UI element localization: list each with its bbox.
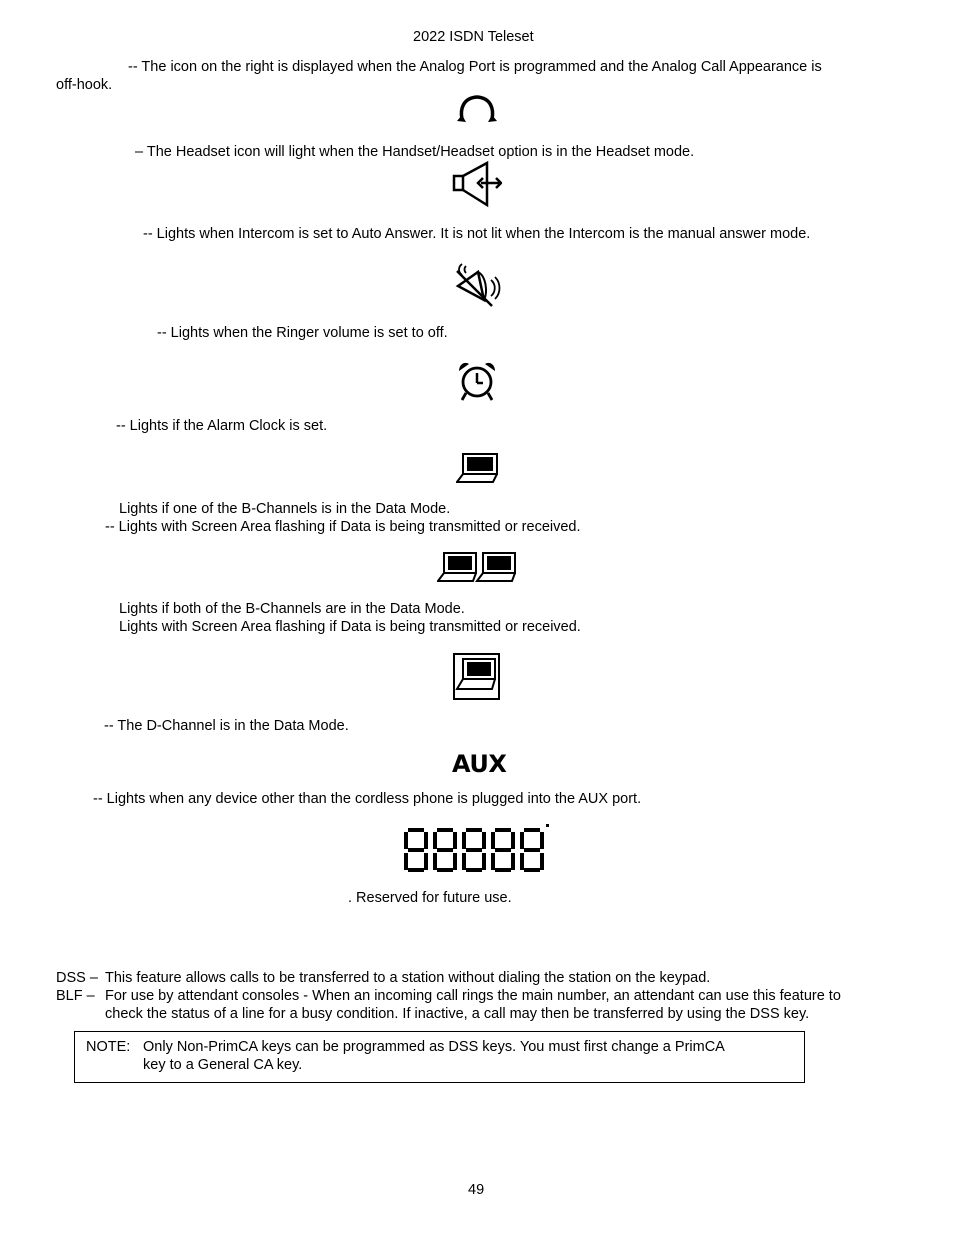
alarm-clock-icon	[456, 360, 498, 402]
blf-description: For use by attendant consoles - When an incoming call rings the main number, an attendant can use this feature to	[105, 988, 841, 1004]
seven-segment-display-icon	[402, 824, 552, 874]
aux-description: -- Lights when any device other than the cordless phone is plugged into the AUX port.	[93, 791, 642, 807]
two-b-channel-data-icon	[437, 551, 519, 583]
blf-label: BLF –	[56, 988, 95, 1004]
ringer-off-description: -- Lights when the Ringer volume is set to off.	[157, 325, 448, 341]
dss-description: This feature allows calls to be transferred to a station without dialing the station on the keypad.	[105, 970, 711, 986]
analog-port-description: -- The icon on the right is displayed when the Analog Port is programmed and the Analog Call Appearance is	[128, 59, 822, 75]
page-header-title: 2022 ISDN Teleset	[413, 29, 534, 45]
both-b-channel-flashing-description: Lights with Screen Area flashing if Data is being transmitted or received.	[119, 619, 581, 635]
blf-description-cont: check the status of a line for a busy condition. If inactive, a call may then be transferred by using the DSS key.	[105, 1006, 810, 1022]
aux-icon: AUX	[452, 750, 507, 778]
one-b-channel-flashing-description: -- Lights with Screen Area flashing if Data is being transmitted or received.	[105, 519, 581, 535]
note-text-cont: key to a General CA key.	[143, 1057, 303, 1073]
both-b-channel-description: Lights if both of the B-Channels are in the Data Mode.	[119, 601, 465, 617]
dss-label: DSS –	[56, 970, 98, 986]
headset-icon	[455, 93, 499, 127]
note-label: NOTE:	[86, 1039, 131, 1055]
analog-port-description-cont: off-hook.	[56, 77, 113, 93]
one-b-channel-description: Lights if one of the B-Channels is in the Data Mode.	[119, 501, 451, 517]
speaker-icon	[452, 160, 502, 210]
alarm-clock-description: -- Lights if the Alarm Clock is set.	[116, 418, 328, 434]
one-b-channel-data-icon	[456, 452, 500, 484]
d-channel-description: -- The D-Channel is in the Data Mode.	[104, 718, 349, 734]
reserved-description: . Reserved for future use.	[348, 890, 512, 906]
d-channel-data-icon	[453, 653, 501, 701]
intercom-auto-answer-icon	[452, 262, 502, 308]
headset-description: – The Headset icon will light when the Handset/Headset option is in the Headset mode.	[135, 144, 695, 160]
intercom-description: -- Lights when Intercom is set to Auto Answer. It is not lit when the Intercom is the manual answer mode.	[143, 226, 811, 242]
note-text: Only Non-PrimCA keys can be programmed as DSS keys. You must first change a PrimCA	[143, 1039, 725, 1055]
note-box	[74, 1031, 805, 1083]
page-number: 49	[468, 1182, 485, 1198]
